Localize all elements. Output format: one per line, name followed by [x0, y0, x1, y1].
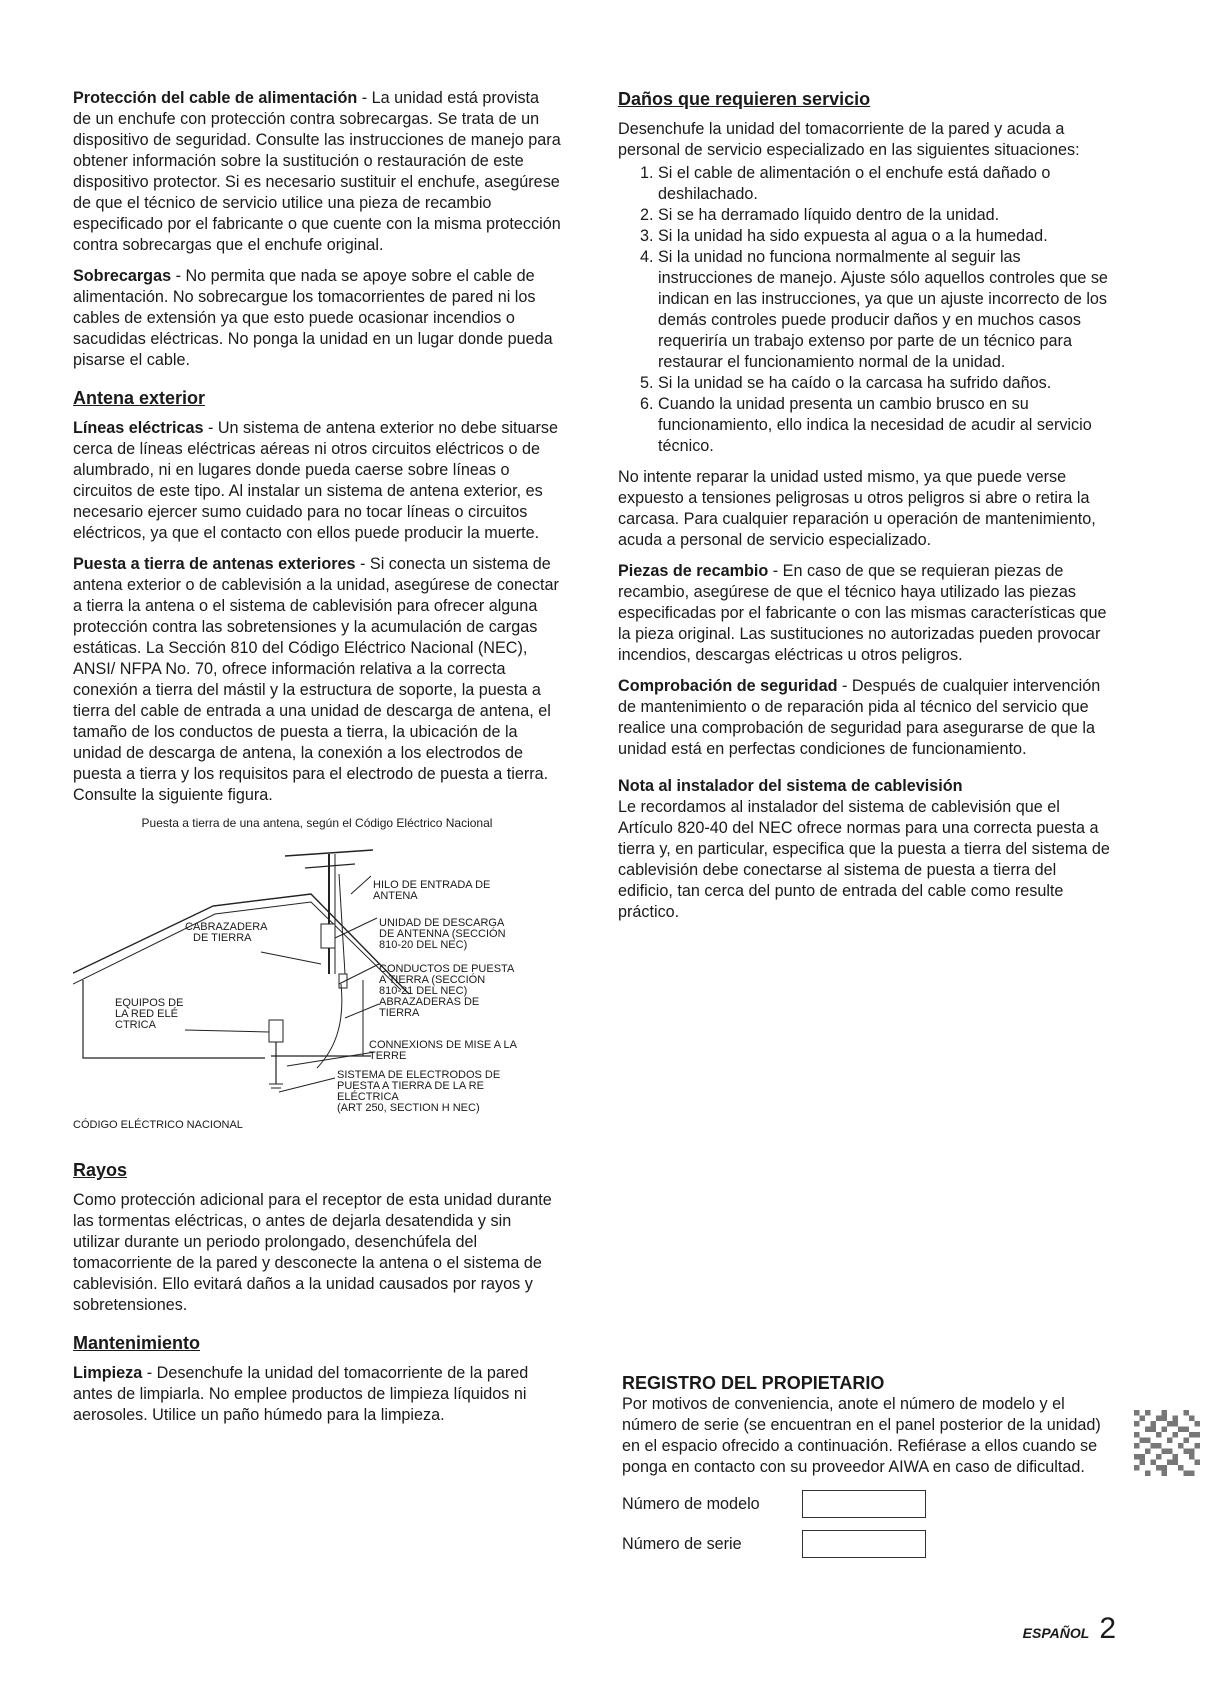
page-footer: [1023, 1612, 1116, 1646]
heading-rayos: Rayos: [73, 1160, 128, 1180]
label-cabrazadera-2: DE TIERRA: [193, 932, 252, 944]
text-piezas: - En caso de que se requieran piezas de recambio, asegúrese de que el técnico haya utilizado las piezas especificadas por el fabricante o con las mismas características que la pieza original. Las sustituciones no autorizadas pueden provocar incendios, descargas eléctricas u otros peligros.: [618, 562, 1107, 664]
label-unidad-1: UNIDAD DE DESCARGA: [379, 917, 505, 929]
serial-number-field[interactable]: [802, 1530, 926, 1558]
text-lineas: - Un sistema de antena exterior no debe situarse cerca de líneas eléctricas aéreas ni otros circuitos eléctricos o de alumbrado, ni en lugares donde pueda caerse sobre líneas o circuitos de este tipo. Al instalar un sistema de antena exterior, es necesario ejercer sumo cuidado para no tocar líneas o circuitos eléctricos, ya que el contacto con ellos puede producir la muerte.: [73, 419, 559, 542]
heading-danos: Daños que requieren servicio: [618, 89, 871, 109]
label-connexions-1: CONNEXIONS DE MISE A LA: [369, 1039, 517, 1051]
term-limpieza: Limpieza: [73, 1364, 143, 1382]
footer-language: ESPAÑOL: [1022, 1625, 1090, 1641]
text-sobrecargas: - No permita que nada se apoye sobre el cable de alimentación. No sobrecargue los tomacorrientes de pared ni los cables de extensión ya que esto puede ocasionar incendios o sacudidas eléctricas. No ponga la unidad en un lugar donde pueda pisarse el cable.: [73, 267, 553, 369]
list-item: 2. Si se ha derramado líquido dentro de la unidad.: [658, 205, 1110, 226]
label-serie: Número de serie: [622, 1534, 742, 1553]
label-sistema-4: (ART 250, SECTION H NEC): [337, 1102, 480, 1114]
term-sobrecargas: Sobrecargas: [73, 267, 172, 285]
discharge-unit: [321, 924, 335, 948]
label-conductos-3: 810-21 DEL NEC): [379, 985, 468, 997]
text-comprobacion: - Después de cualquier intervención de mantenimiento o de reparación pida al técnico del servicio que realice una comprobación de seguridad para asegurarse de que la unidad está en perfectas condiciones de funcionamiento.: [618, 677, 1101, 758]
text-proteccion: - La unidad está provista de un enchufe con protección contra sobrecargas. Se trata de un dispositivo de seguridad. Consulte las instrucciones de manejo para obtener información sobre la sustitución o restauración de este dispositivo protector. Si es necesario sustituir el enchufe, asegúrese de que el técnico de servicio utilice una pieza de recambio especificado por el fabricante o que cuente con la misma protección contra sobrecargas que el enchufe original.: [73, 89, 561, 254]
paragraph-puesta-tierra: [73, 554, 561, 806]
electrical-box: [269, 1020, 283, 1042]
heading-nota: Nota al instalador del sistema de cablevisión: [618, 777, 963, 795]
paragraph-proteccion: [73, 88, 561, 256]
label-hilo-2: ANTENA: [373, 890, 418, 902]
list-item: 5. Si la unidad se ha caído o la carcasa ha sufrido daños.: [658, 373, 1110, 394]
paragraph-danos-intro: Desenchufe la unidad del tomacorriente de la pared y acuda a personal de servicio especializado en las siguientes situaciones:: [618, 120, 1080, 159]
figure-caption: Puesta a tierra de una antena, según el Código Eléctrico Nacional: [141, 816, 493, 830]
label-connexions-2: TERRE: [369, 1050, 407, 1062]
label-equipos-2: LA RED ELÉ: [115, 1008, 178, 1020]
label-conductos-5: TIERRA: [379, 1007, 420, 1019]
left-column: [73, 88, 561, 1436]
label-unidad-2: DE ANTENNA (SECCIÓN: [379, 928, 506, 940]
label-modelo: Número de modelo: [622, 1494, 760, 1513]
text-limpieza: - Desenchufe la unidad del tomacorriente de la pared antes de limpiarla. No emplee productos de limpieza líquidos ni aerosoles. Utilice un paño húmedo para la limpieza.: [73, 1364, 529, 1424]
label-unidad-3: 810-20 DEL NEC): [379, 939, 468, 951]
registro-section: [622, 1372, 1112, 1558]
heading-registro: REGISTRO DEL PROPIETARIO: [622, 1373, 885, 1393]
paragraph-rayos: Como protección adicional para el receptor de esta unidad durante las tormentas eléctricas, o antes de dejarla desatendida y sin utilizar durante un periodo prolongado, desenchúfela del tomacorriente de la pared y desconecte la antena o el sistema de cablevisión. Ello evitará daños a la unidad causados por rayos y sobretensiones.: [73, 1191, 552, 1314]
house-roof: [73, 894, 409, 994]
paragraph-lineas: [73, 418, 561, 544]
term-proteccion: Protección del cable de alimentación: [73, 89, 358, 107]
qr-code-image: [1134, 1410, 1200, 1476]
label-sistema-1: SISTEMA DE ELECTRODOS DE: [337, 1069, 501, 1081]
label-hilo-1: HILO DE ENTRADA DE: [373, 879, 491, 891]
label-equipos-3: CTRICA: [115, 1019, 156, 1031]
label-conductos-1: CONDUCTOS DE PUESTA: [379, 963, 515, 975]
paragraph-registro: Por motivos de conveniencia, anote el número de modelo y el número de serie (se encuentran en el panel posterior de la unidad) en el espacio ofrecido a continuación. Refiérase a ellos cuando se ponga en contacto con su proveedor AIWA en caso de dificultad.: [622, 1395, 1101, 1476]
row-modelo: [622, 1490, 1112, 1518]
label-sistema-2: PUESTA A TIERRA DE LA RE: [337, 1080, 484, 1092]
list-item: 6. Cuando la unidad presenta un cambio brusco en su funcionamiento, ello indica la necesidad de acudir al servicio técnico.: [658, 394, 1110, 457]
paragraph-piezas: [618, 561, 1110, 666]
term-lineas: Líneas eléctricas: [73, 419, 204, 437]
row-serie: [622, 1530, 1112, 1558]
label-conductos-2: A TIERRA (SECCIÓN: [379, 974, 486, 986]
right-column: [618, 88, 1110, 933]
label-codigo: CÓDIGO ELÉCTRICO NACIONAL: [73, 1119, 243, 1131]
service-list: [618, 163, 1110, 457]
label-sistema-3: ELÉCTRICA: [337, 1091, 399, 1103]
grounding-diagram: [73, 834, 561, 1139]
heading-mantenimiento: Mantenimiento: [73, 1333, 201, 1353]
label-conductos-4: ABRAZADERAS DE: [379, 996, 480, 1008]
paragraph-nota: Le recordamos al instalador del sistema de cablevisión que el Artículo 820-40 del NEC ofrece normas para una correcta puesta a tierra y, en particular, especifica que la puesta a tierra del sistema de cablevisión debe conectarse al sistema de puesta a tierra del edificio, tan cerca del punto de entrada del cable como resulte práctico.: [618, 798, 1110, 921]
list-item: 4. Si la unidad no funciona normalmente al seguir las instrucciones de manejo. Ajuste sólo aquellos controles que se indican en las instrucciones, ya que un ajuste incorrecto de los demás controles puede producir daños y en muchos casos requeriría un trabajo extenso por parte de un técnico para restaurar el funcionamiento normal de la unidad.: [658, 247, 1110, 373]
term-puesta-tierra: Puesta a tierra de antenas exteriores: [73, 555, 356, 573]
paragraph-comprobacion: [618, 676, 1110, 760]
paragraph-no-intente: No intente reparar la unidad usted mismo, ya que puede verse expuesto a tensiones peligrosas u otros peligros si abre o retira la carcasa. Para cualquier reparación u operación de mantenimiento, acuda a personal de servicio especializado.: [618, 468, 1096, 549]
text-puesta-tierra: - Si conecta un sistema de antena exterior o de cablevisión a la unidad, asegúrese de conectar a tierra la antena o el sistema de cablevisión para ofrecer alguna protección contra las sobretensiones y la acumulación de cargas estáticas. La Sección 810 del Código Eléctrico Nacional (NEC), ANSI/ NFPA No. 70, ofrece información relativa a la correcta conexión a tierra del mástil y la estructura de soporte, la puesta a tierra del cable de entrada a una unidad de descarga de antena, el tamaño de los conductos de puesta a tierra, la ubicación de la unidad de descarga de antena, la conexión a los electrodos de puesta a tierra y los requisitos para el electrodo de puesta a tierra. Consulte la siguiente figura.: [73, 555, 559, 804]
heading-antena-exterior: Antena exterior: [73, 388, 206, 408]
term-piezas: Piezas de recambio: [618, 562, 769, 580]
list-item: 1. Si el cable de alimentación o el enchufe está dañado o deshilachado.: [658, 163, 1110, 205]
label-cabrazadera-1: CABRAZADERA: [185, 921, 268, 933]
list-item: 3. Si la unidad ha sido expuesta al agua o a la humedad.: [658, 226, 1110, 247]
paragraph-sobrecargas: [73, 266, 561, 371]
term-comprobacion: Comprobación de seguridad: [618, 677, 838, 695]
paragraph-limpieza: [73, 1363, 561, 1426]
label-equipos-1: EQUIPOS DE: [115, 997, 184, 1009]
page-number: 2: [1099, 1612, 1116, 1645]
model-number-field[interactable]: [802, 1490, 926, 1518]
